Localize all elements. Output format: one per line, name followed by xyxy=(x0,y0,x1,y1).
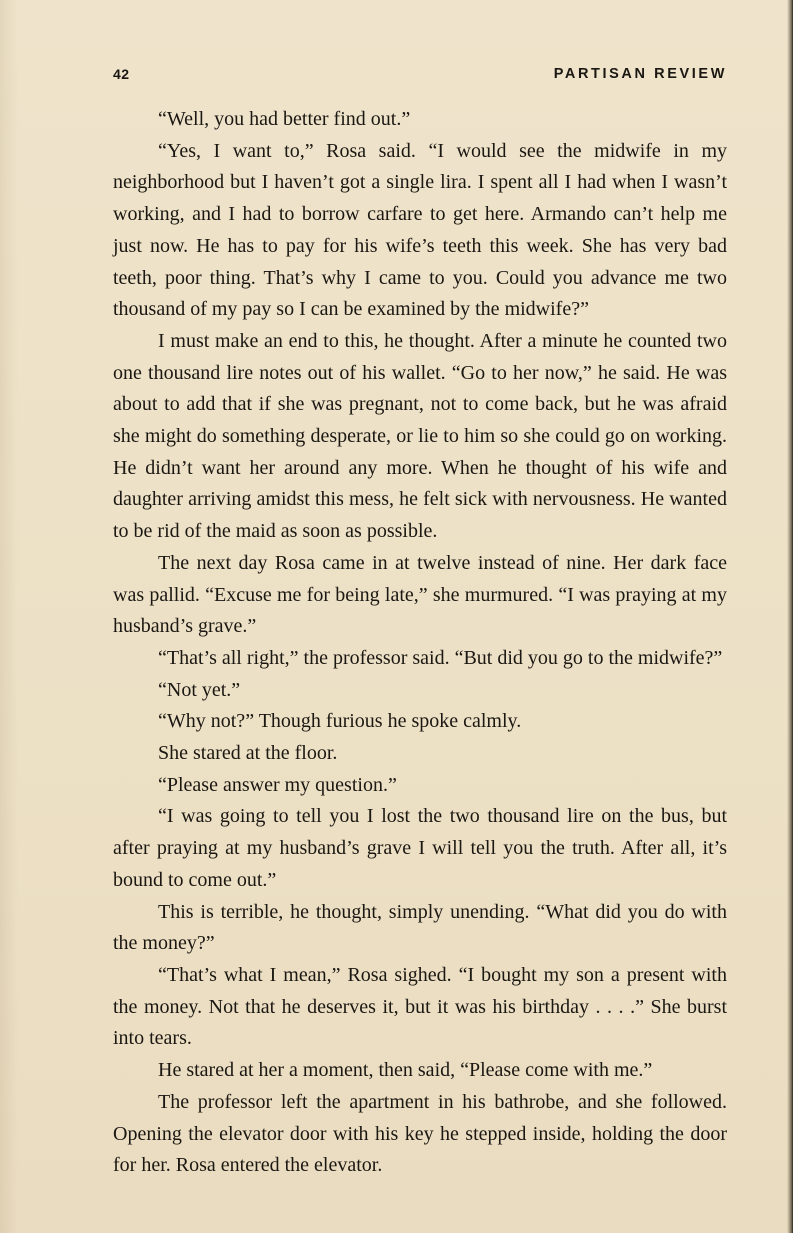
paragraph: “Why not?” Though furious he spoke calmly. xyxy=(158,710,522,733)
paragraph: This is terrible, he thought, simply unending. “What did you do with the money?” xyxy=(113,900,727,955)
page-number: 42 xyxy=(113,66,130,82)
page-edge-shadow xyxy=(787,0,793,1233)
paragraph: He stared at her a moment, then said, “Please come with me.” xyxy=(158,1059,653,1082)
paragraph: “That’s all right,” the professor said. “But did you go to the midwife?” xyxy=(158,646,723,669)
paragraph: I must make an end to this, he thought. After a minute he counted two one thousand lire notes out of his wallet. “Go to her now,” he said. He was about to add that if she was pregnant, not to come back, but he was afraid she might do something desperate, or lie to him so she could go on working. He didn’t want her around any more. When he thought of his wife and daughter arriving amidst this mess, he felt sick with nervousness. He wanted to be rid of the maid as soon as possible. xyxy=(113,329,727,543)
paragraph: “Not yet.” xyxy=(158,678,241,701)
paragraph: “Well, you had better find out.” xyxy=(158,108,411,130)
paragraph: The professor left the apartment in his bathrobe, and she followed. Opening the elevator door with his key he stepped inside, holding the door for her. Rosa entered the elevator. xyxy=(113,1090,727,1177)
paragraph: “Yes, I want to,” Rosa said. “I would see the midwife in my neighborhood but I haven’t got a single lira. I spent all I had when I wasn’t working, and I had to borrow carfare to get here. Armando can’t help me just now. He has to pay for his wife’s teeth this week. She has very bad teeth, poor thing. That’s why I came to you. Could you advance me two thousand of my pay so I can be examined by the midwife?” xyxy=(113,139,727,321)
paragraph: She stared at the floor. xyxy=(158,742,338,765)
paragraph: “That’s what I mean,” Rosa sighed. “I bought my son a present with the money. Not that he deserves it, but it was his birthday . . . .” She burst into tears. xyxy=(113,963,727,1050)
running-head: PARTISAN REVIEW xyxy=(553,66,727,82)
paragraph: “I was going to tell you I lost the two thousand lire on the bus, but after praying at my husband’s grave I will tell you the truth. After all, it’s bound to come out.” xyxy=(113,805,727,891)
paragraph: The next day Rosa came in at twelve instead of nine. Her dark face was pallid. “Excuse me for being late,” she murmured. “I was praying at my husband’s grave.” xyxy=(113,551,727,638)
page-header xyxy=(113,66,727,88)
paragraph: “Please answer my question.” xyxy=(158,773,397,796)
body-text xyxy=(113,104,727,1182)
